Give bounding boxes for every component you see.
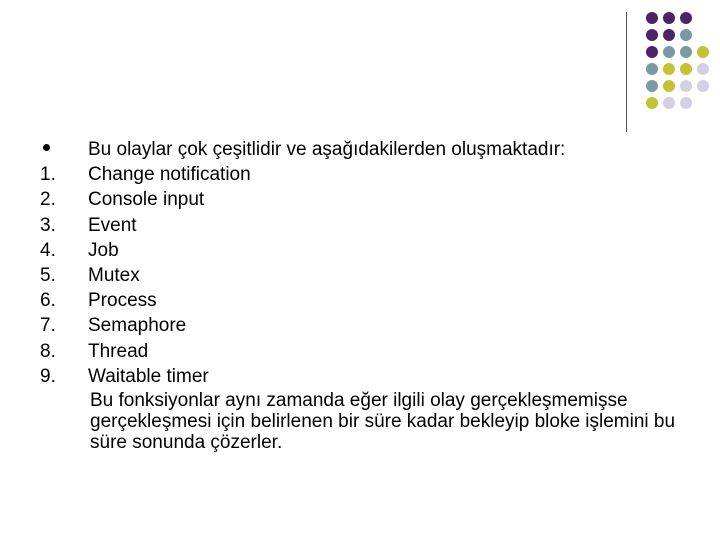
list-item: [40, 288, 700, 313]
list-item: [40, 187, 700, 212]
decorative-dot: [663, 46, 675, 58]
list-item-number: 8.: [40, 340, 56, 362]
list-item-number: 3.: [40, 214, 56, 236]
list-item-text: Thread: [88, 340, 149, 362]
list-item-number: 5.: [40, 265, 56, 287]
list-item-text: Waitable timer: [88, 365, 209, 387]
closing-paragraph: Bu fonksiyonlar aynı zamanda eğer ilgili olay gerçekleşmemişse gerçekleşmesi için belirlenen bir süre kadar bekleyip bloke işlemini bu süre sonunda çözerler.: [90, 390, 676, 454]
decorative-dot: [646, 63, 658, 75]
decorative-dot: [646, 80, 658, 92]
decorative-dot: [646, 29, 658, 41]
list-item-text: Console input: [88, 189, 205, 211]
decorative-dot-grid: [0, 0, 720, 120]
list-item: [40, 263, 700, 288]
decorative-dot: [646, 46, 658, 58]
intro-text: Bu olaylar çok çeşitlidir ve aşağıdakilerden oluşmaktadır:: [88, 139, 566, 160]
decorative-dot: [663, 12, 675, 24]
decorative-dot: [663, 63, 675, 75]
intro-row: [40, 137, 700, 162]
list-item-text: Job: [88, 239, 119, 261]
list-item: [40, 162, 700, 187]
slide-body: [40, 137, 700, 453]
decorative-dot: [663, 80, 675, 92]
list-item-number: 4.: [40, 239, 56, 261]
decorative-dot: [680, 80, 692, 92]
decorative-dot: [697, 63, 709, 75]
decorative-dot: [663, 97, 675, 109]
list-item-number: 6.: [40, 290, 56, 312]
list-item-number: 7.: [40, 315, 56, 337]
decorative-dot: [680, 46, 692, 58]
list-item-text: Process: [88, 290, 157, 312]
list-item-text: Change notification: [88, 164, 251, 186]
list-item: [40, 364, 700, 389]
decorative-dot: [697, 80, 709, 92]
decorative-dot: [680, 29, 692, 41]
numbered-list: [40, 162, 700, 389]
decorative-dot: [680, 12, 692, 24]
list-item: [40, 213, 700, 238]
list-item: [40, 313, 700, 338]
list-item-number: 1.: [40, 164, 56, 186]
list-item: [40, 339, 700, 364]
decorative-dot: [646, 97, 658, 109]
decorative-dot: [680, 63, 692, 75]
list-item-number: 2.: [40, 189, 56, 211]
list-item-text: Semaphore: [88, 315, 187, 337]
bullet-marker: [40, 137, 88, 162]
decorative-dot: [646, 12, 658, 24]
bullet-dot-icon: [43, 144, 50, 151]
list-item-number: 9.: [40, 365, 56, 387]
list-item: [40, 238, 700, 263]
decorative-dot: [680, 97, 692, 109]
list-item-text: Mutex: [88, 265, 140, 287]
decorative-dot: [697, 46, 709, 58]
decorative-dot: [663, 29, 675, 41]
list-item-text: Event: [88, 214, 137, 236]
